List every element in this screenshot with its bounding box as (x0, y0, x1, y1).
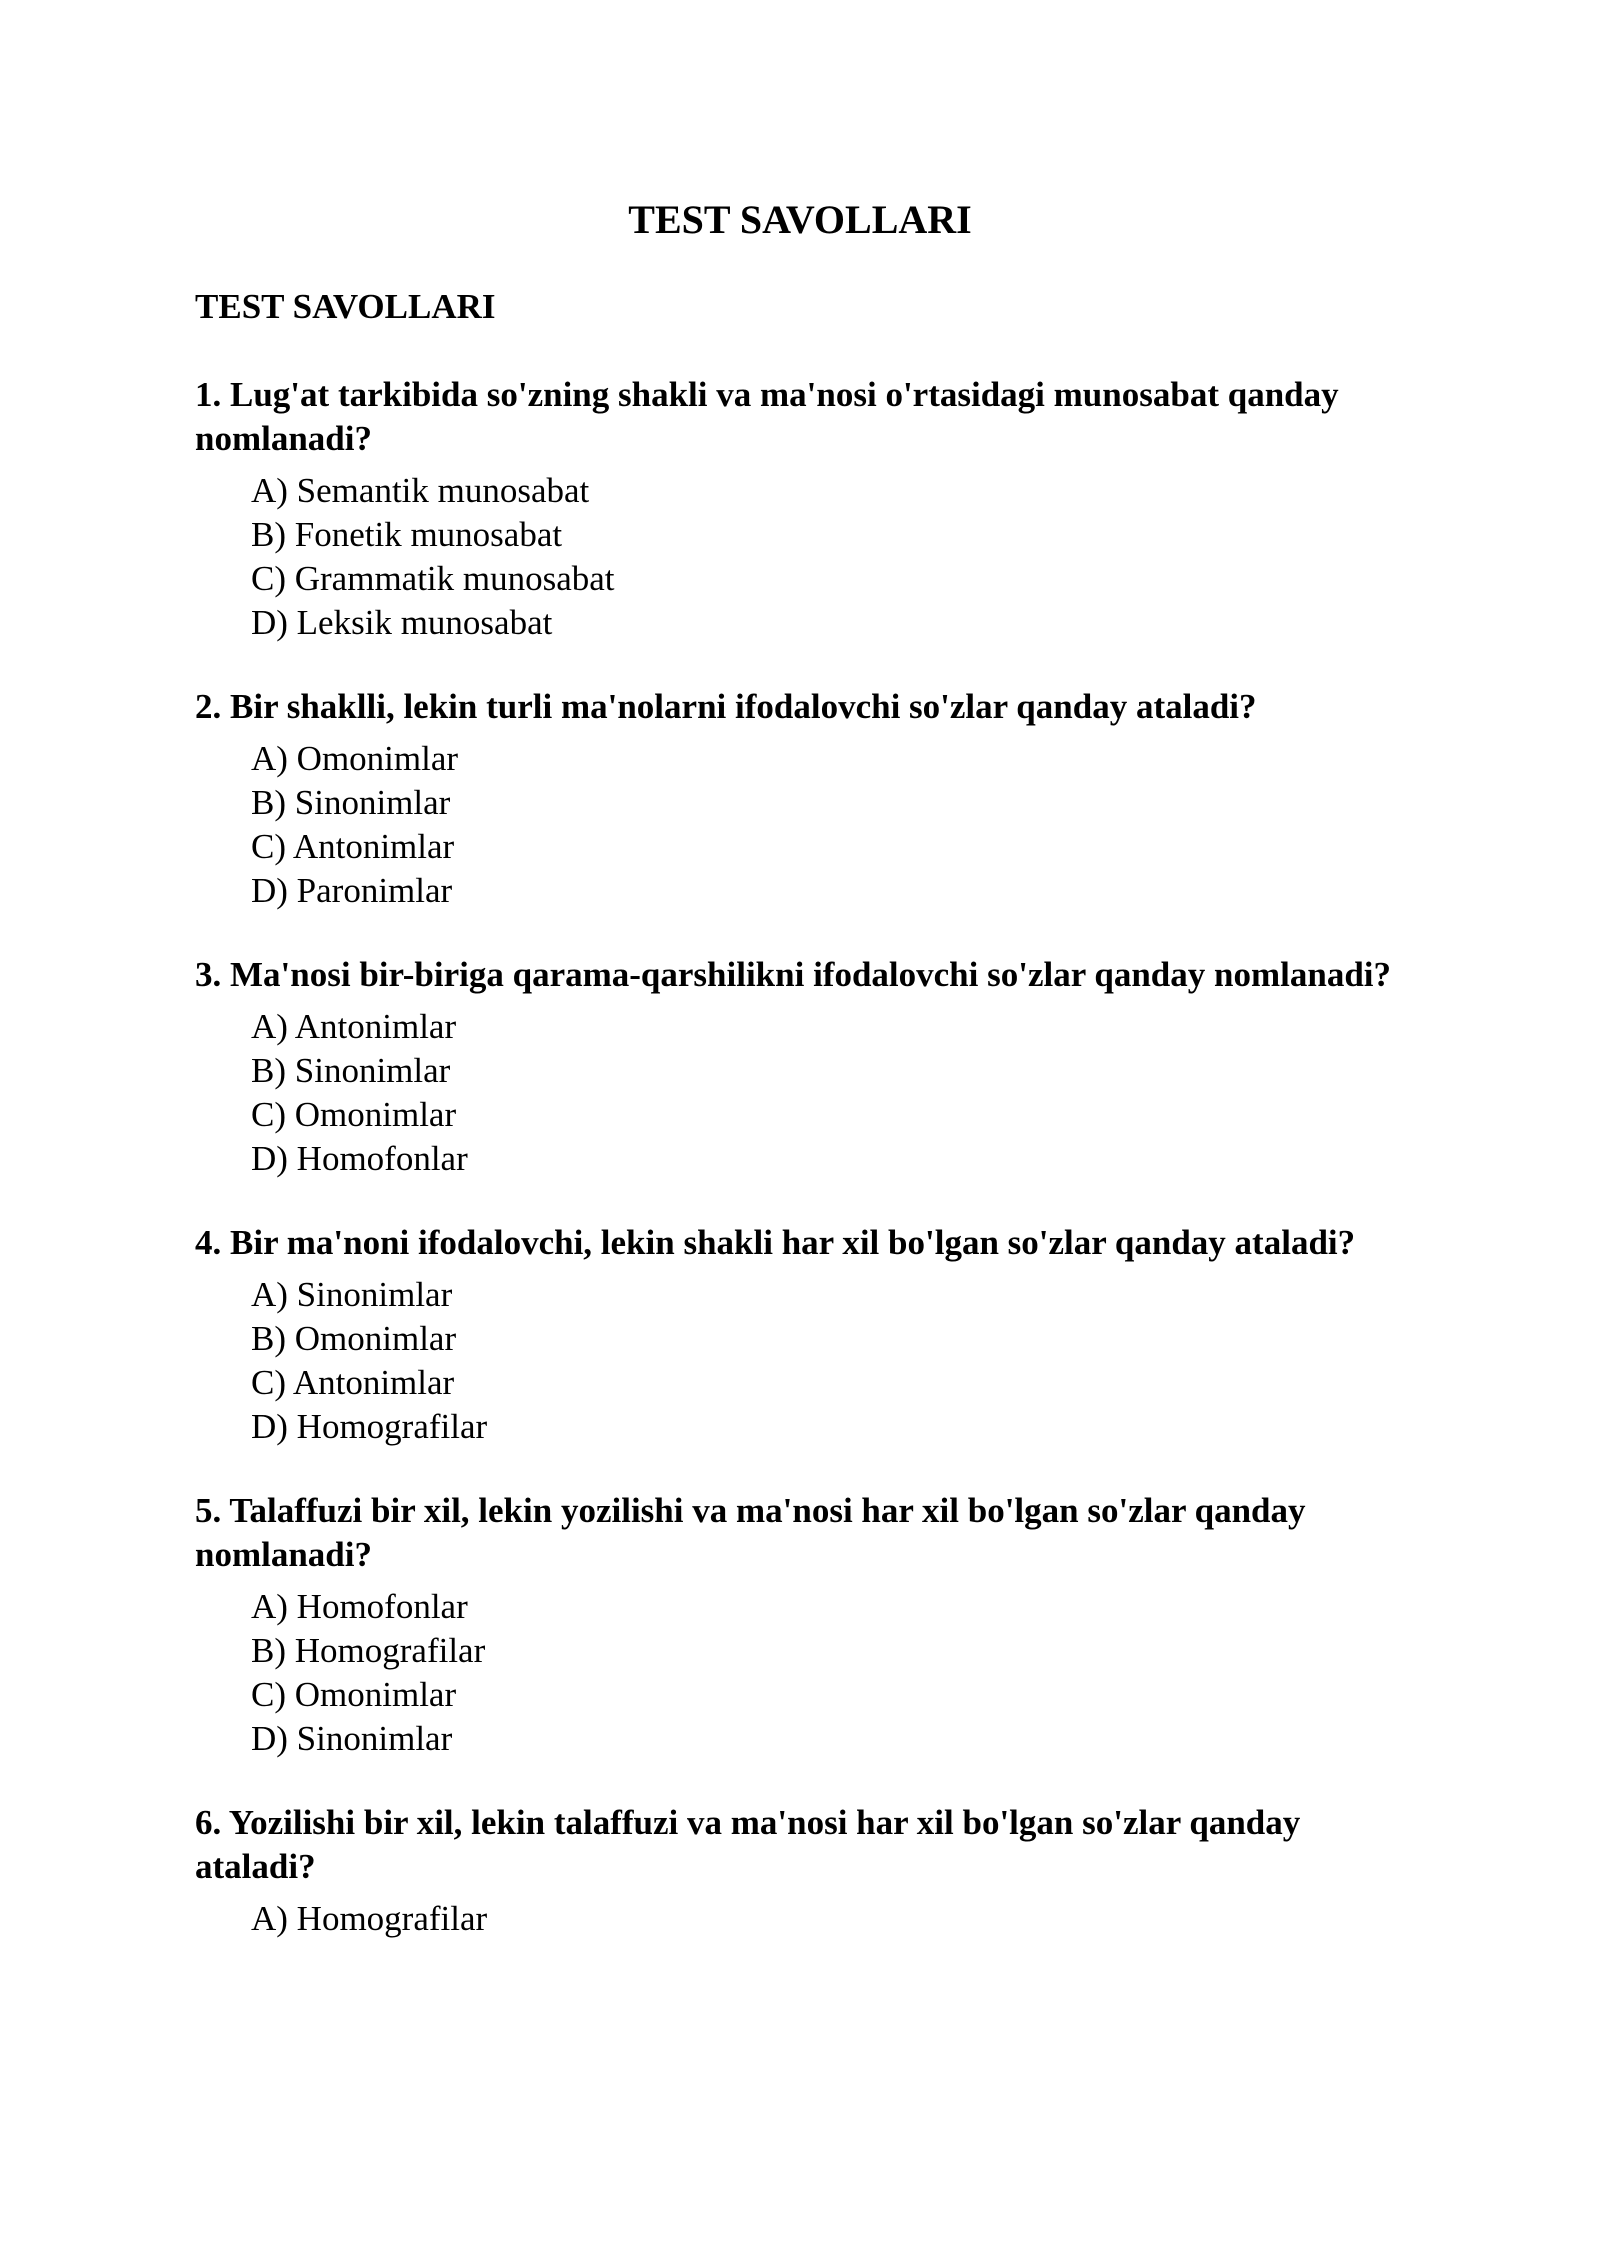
page-title: TEST SAVOLLARI (628, 197, 972, 242)
question-text: 1. Lug'at tarkibida so'zning shakli va ma'nosi o'rtasidagi munosabat qanday nomlanadi? (195, 375, 1339, 458)
question-text: 6. Yozilishi bir xil, lekin talaffuzi va ma'nosi har xil bo'lgan so'zlar qanday ataladi? (195, 1803, 1301, 1886)
answer-option: C) Grammatik munosabat (251, 559, 615, 598)
question-item (195, 1221, 1425, 1449)
answer-option: D) Homofonlar (251, 1139, 468, 1178)
question-list (195, 373, 1425, 1981)
answer-option: B) Sinonimlar (251, 783, 451, 822)
answer-option: D) Leksik munosabat (251, 603, 553, 642)
question-text: 2. Bir shaklli, lekin turli ma'nolarni ifodalovchi so'zlar qanday ataladi? (195, 687, 1257, 726)
question-item (195, 373, 1425, 645)
question-item (195, 1489, 1425, 1761)
answer-option: B) Fonetik munosabat (251, 515, 563, 554)
answer-option: A) Homografilar (251, 1899, 488, 1938)
question-item (195, 953, 1425, 1181)
answer-option: A) Omonimlar (251, 739, 459, 778)
section-title: TEST SAVOLLARI (195, 287, 496, 326)
answer-option: D) Homografilar (251, 1407, 488, 1446)
answer-options (195, 469, 1425, 645)
answer-option: A) Antonimlar (251, 1007, 457, 1046)
answer-option: C) Omonimlar (251, 1095, 457, 1134)
answer-options (195, 1273, 1425, 1449)
answer-option: A) Semantik munosabat (251, 471, 590, 510)
answer-options (195, 1585, 1425, 1761)
question-text: 4. Bir ma'noni ifodalovchi, lekin shakli har xil bo'lgan so'zlar qanday ataladi? (195, 1223, 1356, 1262)
answer-option: B) Sinonimlar (251, 1051, 451, 1090)
answer-option: A) Sinonimlar (251, 1275, 453, 1314)
question-text: 5. Talaffuzi bir xil, lekin yozilishi va ma'nosi har xil bo'lgan so'zlar qanday nomlanadi? (195, 1491, 1306, 1574)
answer-option: C) Antonimlar (251, 827, 455, 866)
answer-options (195, 737, 1425, 913)
answer-options (195, 1005, 1425, 1181)
answer-option: B) Omonimlar (251, 1319, 457, 1358)
answer-option: C) Antonimlar (251, 1363, 455, 1402)
answer-option: B) Homografilar (251, 1631, 486, 1670)
answer-option: A) Homofonlar (251, 1587, 468, 1626)
answer-option: C) Omonimlar (251, 1675, 457, 1714)
question-text: 3. Ma'nosi bir-biriga qarama-qarshilikni ifodalovchi so'zlar qanday nomlanadi? (195, 955, 1392, 994)
question-item (195, 685, 1425, 913)
question-item (195, 1801, 1425, 1941)
answer-options (195, 1897, 1425, 1941)
answer-option: D) Paronimlar (251, 871, 453, 910)
answer-option: D) Sinonimlar (251, 1719, 453, 1758)
